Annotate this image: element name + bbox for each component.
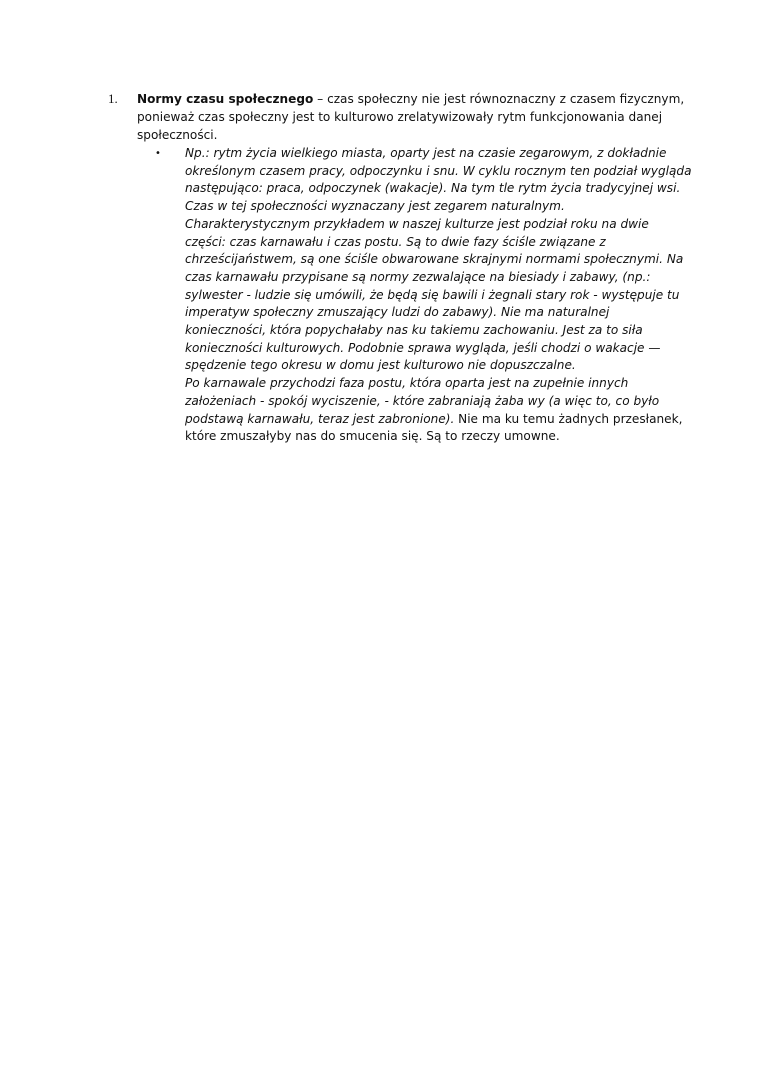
bullet-icon: • [155,148,161,159]
term-heading: Normy czasu społecznego [137,92,314,106]
text-line: określonym czasem pracy, odpoczynku i snu. W cyklu rocznym ten podział wygląda [185,163,692,178]
text-line: części: czas karnawału i czas postu. Są to dwie fazy ściśle związane z [185,234,606,249]
text-line: chrześcijaństwem, są one ściśle obwarowane skrajnymi normami społecznymi. Na [185,252,684,267]
regular-text: Nie ma ku temu żadnych przesłanek, [454,411,683,426]
text-line: sylwester - ludzie się umówili, że będą się bawili i żegnali stary rok - występuje tu [185,287,680,302]
text-line: które zmuszałyby nas do smucenia się. Są to rzeczy umowne. [185,429,560,444]
text-line: konieczności kulturowych. Podobnie sprawa wygląda, jeśli chodzi o wakacje — [185,340,661,355]
text-line: imperatyw społeczny zmuszający ludzi do zabawy). Nie ma naturalnej [185,305,610,320]
bullet-text [185,145,692,446]
text-line: społeczności. [137,128,218,143]
text-line: spędzenie tego okresu w domu jest kulturowo nie dopuszczalne. [185,358,576,373]
text-line: ponieważ czas społeczny jest to kulturowo zrelatywizowały rytm funkcjonowania danej [137,110,663,125]
list-number: 1. [108,91,118,106]
italic-text: podstawą karnawału, teraz jest zabronione). [185,411,455,426]
text-line: konieczności, która popychałaby nas ku takiemu zachowaniu. Jest za to siła [185,323,643,338]
text-line: następująco: praca, odpoczynek (wakacje). Na tym tle rytm życia tradycyjnej wsi. [185,181,681,196]
text-line: Np.: rytm życia wielkiego miasta, oparty jest na czasie zegarowym, z dokładnie [185,146,667,160]
text-line: czas karnawału przypisane są normy zezwalające na biesiady i zabawy, (np.: [185,269,651,284]
text-line: Charakterystycznym przykładem w naszej kulturze jest podział roku na dwie [185,216,649,231]
text-line: Czas w tej społeczności wyznaczany jest zegarem naturalnym. [185,199,565,214]
text-line: Po karnawale przychodzi faza postu, która oparta jest na zupełnie innych [185,376,629,391]
text-line: założeniach - spokój wyciszenie, - które zabraniają żaba wy (a więc to, co było [185,393,660,408]
text-line [137,90,685,108]
list-item-text [137,90,685,145]
text-line [185,411,683,429]
definition-text: – czas społeczny nie jest równoznaczny z czasem fizycznym, [313,92,685,106]
